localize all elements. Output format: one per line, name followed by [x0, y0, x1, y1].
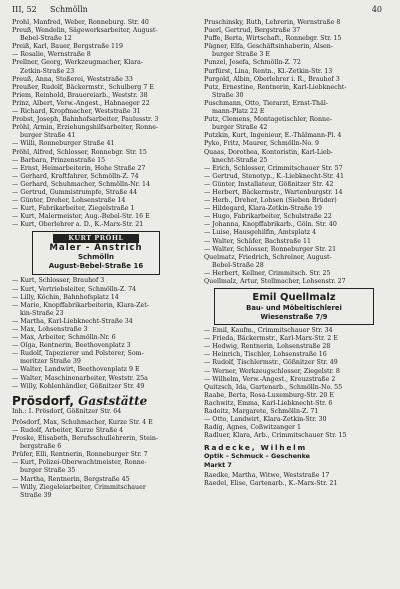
- directory-entry: — Kurt, Oberlehrer a. D., K.-Marx-Str. 21: [12, 221, 144, 229]
- directory-entry: Puerl, Gertrud, Bergstraße 37: [204, 27, 301, 35]
- directory-entry: — Gerhard, Kraftfahrer, Schmölln-Z. 74: [12, 172, 139, 180]
- directory-entry: Pruschinsky, Ruth, Lehrerin, Wernstraße 8: [204, 19, 341, 26]
- directory-entry: meritzer Straße 39: [20, 358, 81, 366]
- page-header: [12, 3, 388, 17]
- directory-entry: kin-Straße 23: [20, 309, 64, 317]
- directory-entry: — Walter, Schäfer, Bachstraße 11: [204, 237, 312, 245]
- directory-entry: Bebel-Straße 12: [20, 35, 72, 43]
- directory-entry: Radluer, Klara, Arb., Crimmitschauer Str. 15: [204, 432, 347, 440]
- directory-entry: burger Straße 35: [20, 467, 76, 475]
- directory-entry: — Günter, Installateur, Gößnitzer Str. 42: [204, 180, 334, 188]
- directory-entry: Quitzsch, Ida, Gartenarb., Schmölln-No. 55: [204, 383, 343, 391]
- directory-entry: Preußer, Rudolf, Bäckermstr., Schulberg 7 E: [12, 83, 154, 91]
- directory-entry: — Kurt, Malermeister, Aug.-Bebel-Str. 16 E: [12, 213, 150, 221]
- directory-entry: Priem, Reinhold, Brauereiarb., Weststr. 38: [12, 91, 148, 99]
- directory-entry: — Otto, Landwirt, Klara-Zetkin-Str. 30: [204, 416, 327, 424]
- directory-entry: Preiß, Karl, Bauer, Bergstraße 119: [12, 43, 124, 51]
- directory-entry: Purfürst, Lina, Rentn., Kl.-Zetkin-Str. 13: [204, 67, 333, 75]
- ad-prösdorf-owner: Inh.: I. Prösdorf, Gößnitzer Str. 64: [12, 407, 122, 415]
- directory-entry: Preuß, Anna, Stoßerei, Weststraße 33: [12, 75, 133, 83]
- directory-entry: Putzkin, Kurt, Ingenieur, E.-Thälmann-Pl. 4: [204, 132, 342, 140]
- directory-entry: Pröhl, Alfred, Schlosser, Ronnebgr. Str. 15: [12, 148, 147, 156]
- entries-right-top: [204, 19, 390, 286]
- directory-entry: — Kurt, Vertriebsleiter, Schmölln-Z. 74: [12, 285, 137, 293]
- directory-entry: Raedke, Martha, Witwe, Weststraße 17: [204, 471, 330, 479]
- entries-left-bottom: [12, 419, 198, 500]
- entries-left-mid: [12, 277, 198, 390]
- directory-entry: Raabe, Berta, Rosa-Luxemburg-Str. 20 E: [204, 391, 334, 399]
- directory-entry: — Heinrich, Tischler, Lohsenstraße 16: [204, 351, 327, 359]
- ad-quellmalz-trade: Bau- und Möbeltischlerei: [246, 304, 342, 313]
- directory-entry: — Walter, Schlosser, Ronneburger Str. 21: [204, 245, 337, 253]
- directory-entry: — Hildegard, Klara-Zetkin-Straße 19: [204, 205, 322, 213]
- directory-entry: Quaas, Dorothea, Kontoristin, Karl-Lieb-: [204, 148, 333, 156]
- entries-right-bottom: [204, 472, 390, 488]
- directory-entry: Prösdorf, Max, Schuhmacher, Kurze Str. 4 E: [12, 418, 153, 426]
- directory-entry: — Willy, Kohlenhändler, Gößnitzer Str. 49: [12, 382, 145, 390]
- directory-entry: — Erich, Schlosser, Crimmitschauer Str. 57: [204, 164, 343, 172]
- directory-entry: Putz, Clemens, Montagetischler, Ronne-: [204, 116, 332, 124]
- right-column: [204, 19, 390, 488]
- directory-entry: Prüfer, Elli, Rentnerin, Ronneburger Str. 7: [12, 451, 148, 459]
- ad-radecke-optik: [204, 442, 390, 469]
- ad-pröhl-painter: [32, 231, 160, 275]
- directory-entry: Pröhl, Armin, Erziehungshilfsarbeiter, Ronne-: [12, 124, 159, 132]
- directory-entry: — Willy, Ziegeleiarbeiter, Crimmitschauer: [12, 483, 146, 491]
- directory-entry: — Max, Arbeiter, Schmölln-Nr. 6: [12, 334, 116, 342]
- directory-entry: — Herbert, Bäckermstr., Wartenburgstr. 14: [204, 188, 343, 196]
- directory-entry: — Hugo, Fabrikarbeiter, Schulstraße 22: [204, 213, 332, 221]
- directory-entry: — Kurt, Fabrikarbeiter, Ziegelstraße 1: [12, 205, 135, 213]
- ad-radecke-name: Radecke, Wilhelm: [204, 443, 307, 453]
- directory-entry: Raedel, Elise, Gartenarb., K.-Marx-Str. 21: [204, 479, 338, 487]
- ad-prösdorf-name: Prösdorf,: [12, 393, 74, 408]
- directory-entry: — Günter, Dreher, Lohsenstraße 14: [12, 197, 126, 205]
- directory-entry: — Walter, Landwirt, Beethovenplatz 9 E: [12, 366, 140, 374]
- directory-entry: — Richard, Kropfmacher, Weststraße 31: [12, 108, 141, 116]
- ad-pröhl-town: Schmölln: [77, 253, 115, 262]
- directory-entry: Puschmann, Otto, Tierarzt, Ernst-Thäl-: [204, 99, 329, 107]
- directory-entry: — Hedwig, Rentnerin, Lohsenstraße 28: [204, 343, 331, 351]
- ad-quellmalz-carpentry: [214, 288, 374, 325]
- directory-entry: — Kurt, Polizei-Oberwachtmeister, Ronne-: [12, 459, 147, 467]
- directory-entry: knecht-Straße 25: [212, 156, 268, 164]
- directory-entry: — Walter, Maschinenarbeiter, Weststr. 25a: [12, 374, 148, 382]
- directory-entry: Purgold, Albin, Oberlehrer i. R., Brauhof 3: [204, 75, 340, 83]
- directory-entry: bergstraße 6: [20, 443, 62, 451]
- directory-entry: — Gertrud, Stenotyp., K.-Liebknecht-Str. 41: [204, 172, 345, 180]
- ad-prösdorf-inn: [12, 393, 198, 417]
- directory-entry: — Martha, Karl-Liebknecht-Straße 34: [12, 317, 133, 325]
- directory-entry: Quelmatz, Friedrich, Schreiner, August-: [204, 253, 332, 261]
- directory-entry: — Kurt, Schlosser, Brauhof 3: [12, 277, 105, 285]
- ad-radecke-address: Markt 7: [204, 460, 232, 469]
- directory-entry: — Luise, Hausgehilfin, Amtsplatz 4: [204, 229, 317, 237]
- directory-entry: — Werner, Werkzeugschlosser, Ziegelstr. 8: [204, 367, 340, 375]
- directory-entry: — Emil, Kaufm., Crimmitschauer Str. 34: [204, 327, 333, 335]
- directory-entry: — Frieda, Bäckermstr., Karl-Marx-Str. 2 E: [204, 335, 338, 343]
- directory-entry: Radig, Agnes, Coßwitzanger 1: [204, 424, 301, 432]
- directory-entry: — Ernst, Heimarbeiterin, Hohe Straße 27: [12, 164, 146, 172]
- directory-entry: — Marie, Knopffabrikarbeiterin, Klara-Zet-: [12, 301, 149, 309]
- directory-entry: Straße 30: [212, 91, 244, 99]
- directory-entry: — Herb., Dreher, Lohsen (Sieben Brüder): [204, 197, 337, 205]
- directory-entry: — Barbara, Prinzenstraße 15: [12, 156, 106, 164]
- directory-entry: Radeitz, Margarete, Schmölln-Z. 71: [204, 408, 319, 416]
- directory-entry: Quellmalz, Artur, Stellmacher, Lohsenstr. 27: [204, 278, 346, 285]
- directory-entry: Prinz, Albert, Verw.-Angest., Habnaeger 22: [12, 99, 150, 107]
- directory-entry: — Martha, Rentnerin, Bergstraße 45: [12, 475, 130, 483]
- directory-entry: — Lilly, Köchin, Bahnhofsplatz 14: [12, 293, 119, 301]
- directory-entry: burger Straße 3 E: [212, 51, 271, 59]
- directory-entry: — Wilhelm, Verw.-Angest., Kreuzstraße 2: [204, 375, 336, 383]
- ad-prösdorf-heading: [12, 394, 198, 408]
- left-column: [12, 19, 198, 500]
- directory-entry: Punzel, Josefa, Schmölln-Z. 72: [204, 59, 301, 67]
- page-mark: 40: [371, 5, 382, 14]
- directory-entry: — Rudolf, Tapezierer und Polsterer, Som-: [12, 350, 144, 358]
- ad-pröhl-name: KURT PRÖHL: [53, 234, 139, 243]
- directory-entry: — Johanna, Knopffabrikarb., Göln. Str. 40: [204, 221, 337, 229]
- directory-entry: Prellner, Georg, Werkzeugmacher, Klara-: [12, 59, 144, 67]
- directory-entry: Pügner, Elfa, Geschäftsinhaberin, Alsen-: [204, 43, 333, 51]
- directory-entry: — Willi, Ronneburger Straße 41: [12, 140, 115, 148]
- page-number: III, 52: [12, 5, 37, 14]
- directory-entry: Pyko, Fritz, Maurer, Schmölln-No. 9: [204, 140, 320, 148]
- ad-pröhl-trade: Maler - Anstrich: [49, 243, 143, 254]
- directory-entry: — Max, Lohsenstraße 3: [12, 326, 88, 333]
- directory-entry: — Herbert, Kellner, Crimmitsch. Str. 25: [204, 269, 331, 277]
- directory-entry: Proske, Elisabeth, Berufsschullehrerin, Stein-: [12, 435, 159, 443]
- directory-entry: — Gertrud, Gummistrumpfe, Straße 44: [12, 188, 138, 196]
- directory-entry: — Rudolf, Arbeiter, Kurze Straße 4: [12, 426, 124, 434]
- directory-entry: — Rosalie, Wernstraße 8: [12, 51, 91, 59]
- directory-entry: Probst, Joseph, Bahnhofsarbeiter, Paulusstr. 3: [12, 116, 159, 124]
- directory-entry: — Gerhard, Schuhmacher, Schmölln-Nr. 14: [12, 180, 150, 188]
- directory-entry: burger Straße 42: [212, 124, 268, 132]
- directory-entry: Rachwitz, Emma, Karl-Liebknecht-Str. 6: [204, 399, 333, 407]
- directory-entry: Puffe, Berta, Wirtschaft., Ronnebgr. Str. 15: [204, 35, 342, 43]
- directory-entry: burger Straße 41: [20, 132, 76, 140]
- ad-prösdorf-word: Gaststätte: [78, 393, 148, 408]
- directory-entry: Straße 39: [20, 491, 52, 499]
- directory-entry: Putz, Ernestine, Rentnerin, Karl-Liebknecht-: [204, 83, 347, 91]
- page-title: Schmölln: [50, 5, 88, 14]
- ad-radecke-trade: Optik – Schmuck – Geschenke: [204, 452, 310, 461]
- directory-entry: Bebel-Straße 28: [212, 261, 264, 269]
- entries-left-top: [12, 19, 198, 229]
- directory-entry: Preuß, Wendelin, Sägewerksarbeiter, August-: [12, 27, 158, 35]
- ad-quellmalz-name: Emil Quellmalz: [252, 292, 336, 304]
- ad-quellmalz-address: Wiesenstraße 7/9: [260, 312, 328, 321]
- entries-right-mid: [204, 327, 390, 440]
- directory-entry: — Rudolf, Tischlermstr., Gößnitzer Str. 49: [204, 359, 338, 367]
- directory-entry: mann-Platz 22 E: [212, 108, 265, 116]
- directory-entry: Zetkin-Straße 23: [20, 67, 75, 75]
- directory-entry: Prohl, Manfred, Weber, Ronneburg. Str. 40: [12, 19, 149, 26]
- directory-entry: — Olga, Rentnerin, Beethovenplatz 3: [12, 342, 131, 350]
- ad-pröhl-address: August-Bebel-Straße 16: [48, 262, 144, 271]
